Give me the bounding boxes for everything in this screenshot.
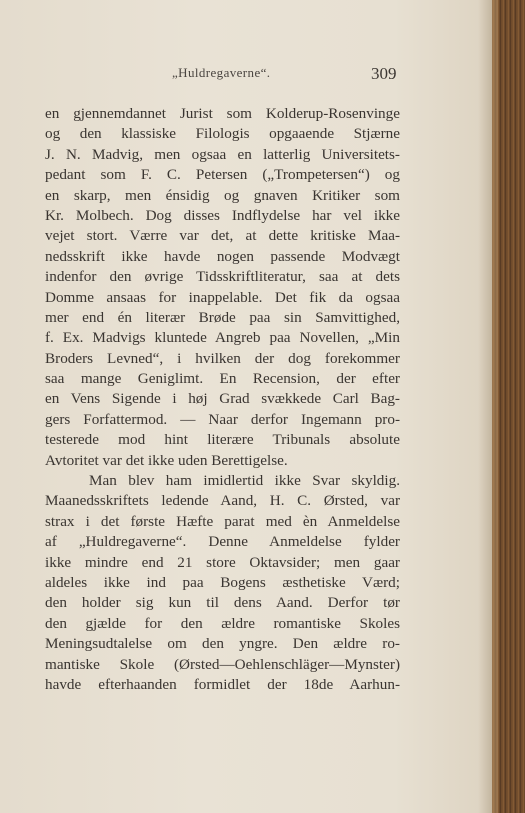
text-line: saa mange Geniglimt. En Recension, der efter bbox=[45, 370, 400, 388]
text-line: og den klassiske Filologis opgaaende Stjærne bbox=[45, 125, 400, 143]
text-line: Domme ansaas for inappelable. Det fik da ogsaa bbox=[45, 288, 400, 306]
text-line: mer end én literær Brøde paa sin Samvittighed, bbox=[45, 308, 400, 326]
paragraph-end-line: Avtoritet var det ikke uden Berettigelse. bbox=[45, 451, 288, 469]
text-line: f. Ex. Madvigs kluntede Angreb paa Novellen, „Min bbox=[45, 329, 400, 347]
text-line: havde efterhaanden formidlet der 18de Aarhun- bbox=[45, 675, 400, 693]
text-line: gers Forfattermod. — Naar derfor Ingemann pro- bbox=[45, 410, 400, 428]
text-line: strax i det første Hæfte parat med èn Anmeldelse bbox=[45, 512, 400, 530]
text-line: Maanedsskriftets ledende Aand, H. C. Ørsted, var bbox=[45, 492, 400, 510]
running-title: „Huldregaverne“. bbox=[172, 65, 271, 80]
text-line: den gjælde for den ældre romantiske Skoles bbox=[45, 614, 400, 632]
text-line: Meningsudtalelse om den yngre. Den ældre ro- bbox=[45, 635, 400, 653]
body-text bbox=[45, 104, 400, 695]
text-line: en gjennemdannet Jurist som Kolderup-Rosenvinge bbox=[45, 105, 400, 122]
text-line: den holder sig kun til dens Aand. Derfor tør bbox=[45, 594, 400, 612]
text-line: Broders Levned“, i hvilken der dog forekommer bbox=[45, 349, 400, 367]
page-number: 309 bbox=[371, 64, 397, 83]
text-line: testerede mod hint literære Tribunals absolute bbox=[45, 431, 400, 449]
text-line: en skarp, men énsidig og gnaven Kritiker som bbox=[45, 186, 400, 204]
text-line: mantiske Skole (Ørsted—Oehlenschläger—Mynster) bbox=[45, 655, 400, 673]
text-line: ikke mindre end 21 store Oktavsider; men gaar bbox=[45, 553, 400, 571]
text-line: pedant som F. C. Petersen („Trompetersen“) og bbox=[45, 166, 400, 184]
paragraph-start-line: Man blev ham imidlertid ikke Svar skyldig. bbox=[89, 472, 400, 490]
text-line: af „Huldregaverne“. Denne Anmeldelse fylder bbox=[45, 533, 400, 551]
text-line: Kr. Molbech. Dog disses Indflydelse har vel ikke bbox=[45, 206, 400, 224]
text-line: J. N. Madvig, men ogsaa en latterlig Universitets- bbox=[45, 145, 400, 163]
text-line: vejet stort. Værre var det, at dette kritiske Maa- bbox=[45, 227, 400, 245]
text-line: en Vens Sigende i høj Grad svækkede Carl Bag- bbox=[45, 390, 400, 408]
text-line: aldeles ikke ind paa Bogens æsthetiske Værd; bbox=[45, 573, 400, 591]
text-line: indenfor den øvrige Tidsskriftliteratur, saa at dets bbox=[45, 268, 400, 286]
page-edges bbox=[492, 0, 525, 813]
text-line: nedsskrift ikke havde nogen passende Modvægt bbox=[45, 247, 400, 265]
